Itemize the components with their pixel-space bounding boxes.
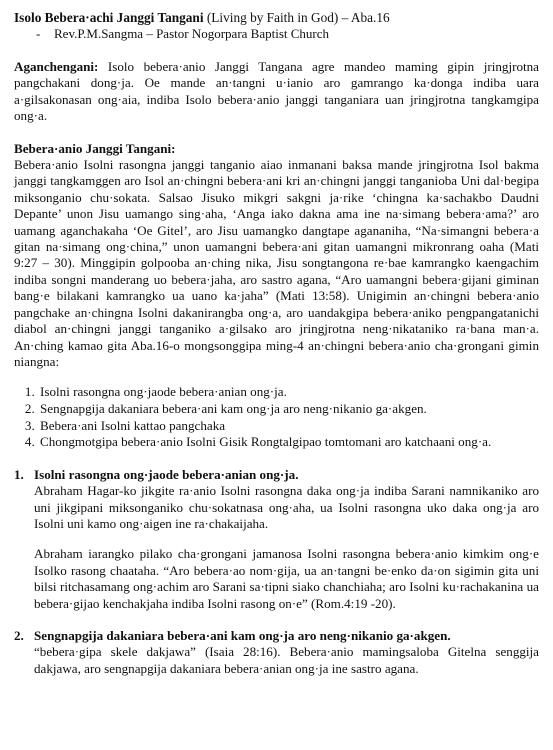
points-list [14, 384, 539, 450]
point-1-heading [14, 467, 539, 483]
section-heading: Bebera·anio Janggi Tangani: [14, 140, 176, 156]
list-item [38, 384, 539, 401]
intro-paragraph [14, 59, 539, 125]
list-item-text: Isolni rasongna ong·jaode bebera·anian ong·ja. [40, 384, 287, 400]
byline [36, 26, 539, 42]
point-1-title: Isolni rasongna ong·jaode bebera·anian ong·ja. [34, 466, 299, 482]
point-2-section [14, 628, 539, 677]
list-item [38, 434, 539, 451]
point-2-number: 2. [14, 627, 24, 643]
section-faith [14, 141, 539, 371]
section-body: Bebera·anio Isolni rasongna janggi tanganio aiao inmanani baksa mande jringjrotna Isol bakma janggi tangkamggen aro Isol an·chingni bebera·ani kri an·chingni janggi tanganioba Uni dal·begipa miksonganio chu·sokata. Salsao Jisuko mikgri sakgni ja·rike ‘chingna ka·sachakbo Daudni Depante’ unon Jisu uamango sing·aha, ‘Anga iako dakna ama ine na·simang bebera·ama?’ aro uamang aganchakaha ‘Oe Gitel’, aro Jisu uamangko dangtape agananiha, “Na·simangni bebera·a gitan na·simang ong·china,” unon uamangni bebera·ani gitan uamangni mikronrang oaha (Mati 9:27 – 30). Minggipin golpooba an·ching nika, Jisu songtangona re·bae kamrangko kaengachim indiba songni manderang uo bebera·jaha, aro sastro agana, “Aro uamangni bebera·gijani giminan bang·e bilakani kamrangko ua uano ka·jaha” (Mati 13:58). Unigimin an·chingni bebera·anio pangchake an·chingna Isolni dakanirangba ong·a, aro uandakgipa bebera·aniko pengpangatanichi diabol an·chingni janggi tanganiko a·gilsako aro jringjrotna neng·nikataniko ra·bana man·a. An·ching kamao gita Aba.16-o mongsonggipa ming-4 an·chingni bebera·anio cha·grongani gimin niangna: [14, 157, 539, 369]
title-subtitle: (Living by Faith in God) – Aba.16 [203, 10, 390, 25]
byline-dash: - [36, 26, 41, 41]
point-1-number: 1. [14, 466, 24, 482]
document-title [14, 10, 539, 26]
intro-text: Isolo bebera·anio Janggi Tangana agre mandeo maming gipin jringjrotna pangchakani dong·ja. Oe mande an·tangni u·ianio aro gamrango ka·donga indiba uara a·gilsakonasan ong·aia, indiba Isolo bebera·anio janggi tanganiara uan jringjrotna tangkamgipa ong·a. [14, 59, 539, 124]
point-2-title: Sengnapgija dakaniara bebera·ani kam ong·ja aro neng·nikanio ga·akgen. [34, 627, 451, 643]
point-1-paragraph-1: Abraham Hagar-ko jikgite ra·anio Isolni rasongna daka ong·ja indiba Sarani namnikaniko aro uni jikgipani miksonganiko chu·sokatnasa ong·aha, ua Isolni rasongna uko daka ong·ja aro Isolni uni kamo ong·aigen ine ra·chakaijaha. [34, 483, 539, 531]
title-bold: Isolo Bebera·achi Janggi Tangani [14, 10, 204, 25]
list-item [38, 401, 539, 418]
point-2-paragraph: “bebera·gipa skele dakjawa” (Isaia 28:16). Bebera·anio mamingsaloba Gitelna senggija dakjawa, aro sengnapgija dakaniara bebera·anian ong·ja ine sastro agana. [34, 644, 539, 676]
list-item [38, 418, 539, 435]
list-item-text: Chongmotgipa bebera·anio Isolni Gisik Rongtalgipao tomtomani aro katchaani ong·a. [40, 434, 492, 450]
list-item-text: Sengnapgija dakaniara bebera·ani kam ong·ja aro neng·nikanio ga·akgen. [40, 400, 427, 416]
point-2-heading [14, 628, 539, 644]
point-1-section [14, 467, 539, 612]
intro-label: Aganchengani: [14, 59, 99, 74]
byline-text: Rev.P.M.Sangma – Pastor Nogorpara Baptist Church [54, 26, 330, 41]
point-1-paragraph-2: Abraham iarangko pilako cha·grongani jamanosa Isolni rasongna bebera·anio kimkim ong·e Isolko rasong chaataha. “Aro bebera·ao nom·gija, ua an·tangni be·enko da·on sigimin gita uni bilsi ritchasamang ong·achim aro Sarani sa·tipni siako chanchiaha; aro Isolni ku·rachakanina ua bebera·gijao kenchakjaha indiba Isolni rasong on·e” (Rom.4:19 -20). [34, 546, 539, 611]
list-item-text: Bebera·ani Isolni kattao pangchaka [40, 417, 226, 433]
